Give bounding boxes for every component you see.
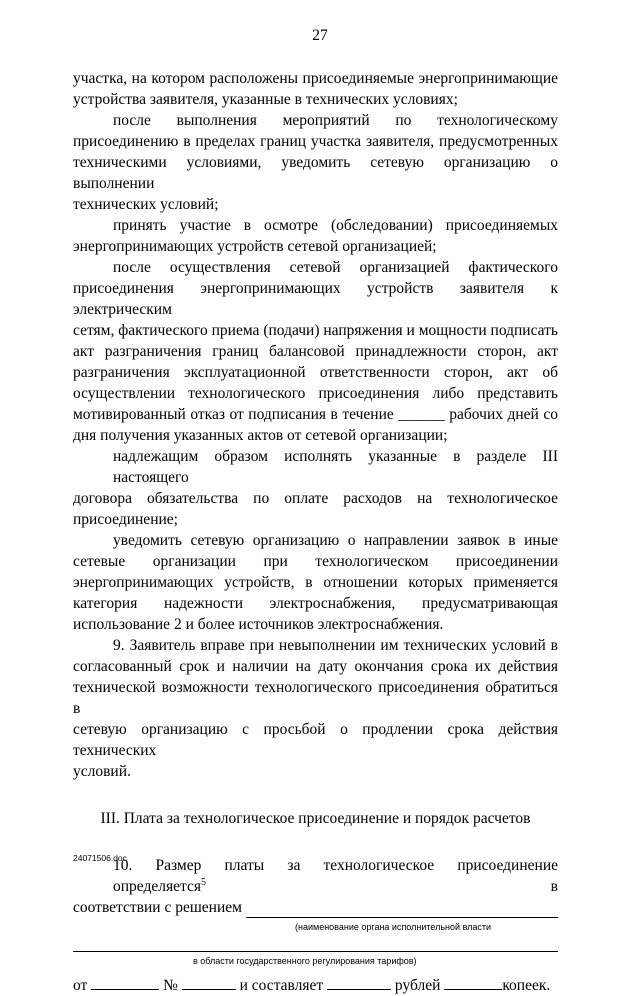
text-line: сетевые организации при технологическом присоединении (73, 553, 558, 570)
text-line: 9. Заявитель вправе при невыполнении им технических условий в (113, 637, 558, 654)
paragraph-10-text: 10. Размер платы за технологическое присоединение определяется (113, 857, 558, 895)
payment-row (73, 975, 558, 996)
text-line: договора обязательства по оплате расходов на технологическое (73, 490, 558, 507)
text-line: энергопринимающих устройств сетевой организацией; (73, 238, 437, 255)
rubles-blank (327, 975, 391, 990)
text-line: категория надежности электроснабжения, предусматривающая (73, 595, 558, 612)
text-line: принять участие в осмотре (обследовании) присоединяемых (113, 217, 558, 234)
number-blank (182, 975, 236, 990)
date-blank (91, 975, 159, 990)
text-line: осуществлении технологического присоединения либо представить (73, 385, 558, 402)
paragraph-10-tail: в (550, 878, 558, 895)
paragraph-10-line-2 (73, 897, 558, 918)
text-line: разграничения эксплуатационной ответственности сторон, акт об (73, 364, 558, 381)
text-line: энергопринимающих устройств, в отношении которых применяется (73, 574, 558, 591)
text-line: условий. (73, 763, 131, 780)
area-caption: в области государственного регулирования тарифов) (193, 956, 417, 966)
text-line: присоединения энергопринимающих устройств заявителя к электрическим (73, 280, 558, 318)
number-sign: № (163, 977, 178, 994)
file-name: 24071506.doc (73, 853, 127, 863)
text-line: техническими условиями, уведомить сетевую организацию о выполнении (73, 154, 558, 192)
authority-blank (246, 902, 558, 918)
kopecks-blank (444, 975, 502, 990)
paragraph-lines (73, 68, 558, 782)
text-line: сетям, фактического приема (подачи) напряжения и мощности подписать (73, 322, 558, 339)
text-line: дня получения указанных актов от сетевой организации; (73, 427, 448, 444)
rubles-label: рублей (394, 977, 441, 994)
text-line: участка, на котором расположены присоединяемые энергопринимающие (73, 70, 558, 87)
text-line: присоединение; (73, 511, 178, 528)
text-line: технических условий; (73, 196, 219, 213)
paragraph-10-line-2-text: соответствии с решением (73, 899, 242, 916)
from-label: от (73, 977, 88, 994)
text-line: после выполнения мероприятий по технологическому (113, 112, 558, 129)
authority-caption: (наименование органа исполнительной власти (295, 922, 492, 932)
text-line: сетевую организацию с просьбой о продлении срока действия технических (73, 721, 558, 759)
text-line: после осуществления сетевой организацией фактического (113, 259, 558, 276)
document-body (73, 68, 558, 996)
text-line: использование 2 и более источников электроснабжения. (73, 616, 444, 633)
section-heading: III. Плата за технологическое присоединение и порядок расчетов (100, 810, 531, 827)
amount-label: и составляет (239, 977, 324, 994)
text-line: согласованный срок и наличии на дату окончания срока их действия (73, 658, 558, 675)
kopecks-label: копеек. (502, 977, 551, 994)
text-line: надлежащим образом исполнять указанные в разделе III настоящего (113, 448, 558, 486)
authority-blank-continued (73, 933, 558, 952)
text-line: технической возможности технологического присоединения обратиться в (73, 679, 558, 717)
text-line: акт разграничения границ балансовой принадлежности сторон, акт (73, 343, 558, 360)
page-number: 27 (312, 27, 328, 44)
text-line: мотивированный отказ от подписания в течение ______ рабочих дней со (73, 406, 558, 423)
text-line: уведомить сетевую организацию о направлении заявок в иные (113, 532, 558, 549)
text-line: устройства заявителя, указанные в технических условиях; (73, 91, 458, 108)
paragraph-10-line-1 (73, 855, 558, 897)
text-line: присоединению в пределах границ участка заявителя, предусмотренных (73, 133, 558, 150)
footnote-marker: 5 (200, 876, 206, 888)
